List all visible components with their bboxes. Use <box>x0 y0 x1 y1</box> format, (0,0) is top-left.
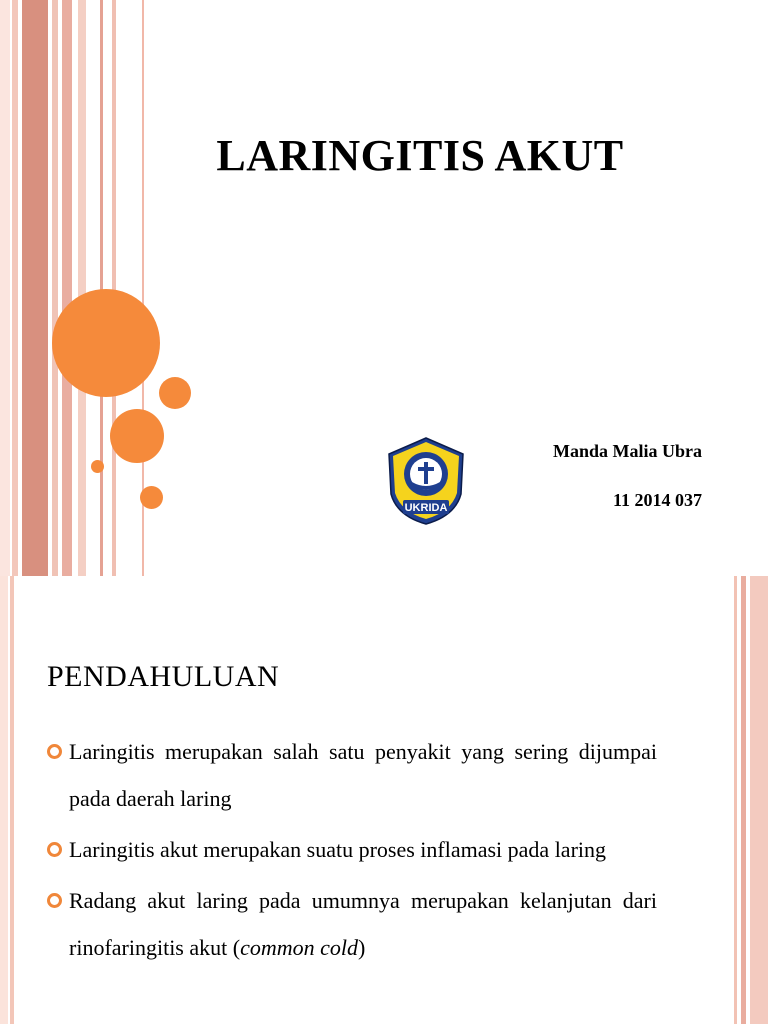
bullet-text-end: ) <box>358 935 366 960</box>
decorative-stripe <box>78 0 86 576</box>
bullet-text: Laringitis merupakan salah satu penyakit yang sering dijumpai pada daerah laring <box>69 739 657 811</box>
decorative-stripe <box>0 576 8 1024</box>
author-name: Manda Malia Ubra <box>552 441 702 461</box>
slide-heading: PENDAHULUAN <box>47 660 280 693</box>
content-slide <box>0 576 768 1024</box>
decorative-circle <box>110 409 164 463</box>
bullet-item <box>47 877 657 971</box>
decorative-circle <box>91 460 104 473</box>
student-id: 11 2014 037 <box>612 490 702 510</box>
bullet-text: Radang akut laring pada umumnya merupakan kelanjutan dari rinofaringitis akut ( <box>69 888 657 960</box>
decorative-stripe <box>52 0 58 576</box>
decorative-stripe <box>750 576 768 1024</box>
bullet-item <box>47 826 657 873</box>
decorative-stripe <box>22 0 48 576</box>
decorative-stripe <box>12 0 18 576</box>
decorative-stripe <box>734 576 737 1024</box>
logo-name: UKRIDA <box>404 502 448 514</box>
bullet-list <box>47 728 657 975</box>
bullet-item <box>47 728 657 822</box>
decorative-stripe <box>112 0 116 576</box>
bullet-circle-icon <box>47 893 62 908</box>
decorative-stripe <box>741 576 746 1024</box>
decorative-circle <box>52 289 160 397</box>
bullet-circle-icon <box>47 744 62 759</box>
ukrida-logo <box>383 436 469 526</box>
bullet-text: Laringitis akut merupakan suatu proses inflamasi pada laring <box>69 837 607 862</box>
decorative-stripe <box>62 0 72 576</box>
decorative-stripe <box>10 576 14 1024</box>
bullet-circle-icon <box>47 842 62 857</box>
decorative-circle <box>159 377 191 409</box>
decorative-stripe <box>0 0 10 576</box>
decorative-stripe <box>100 0 103 576</box>
slide-title: LARINGITIS AKUT <box>216 131 624 180</box>
decorative-circle <box>140 486 163 509</box>
bullet-text-italic: common cold <box>240 935 358 960</box>
